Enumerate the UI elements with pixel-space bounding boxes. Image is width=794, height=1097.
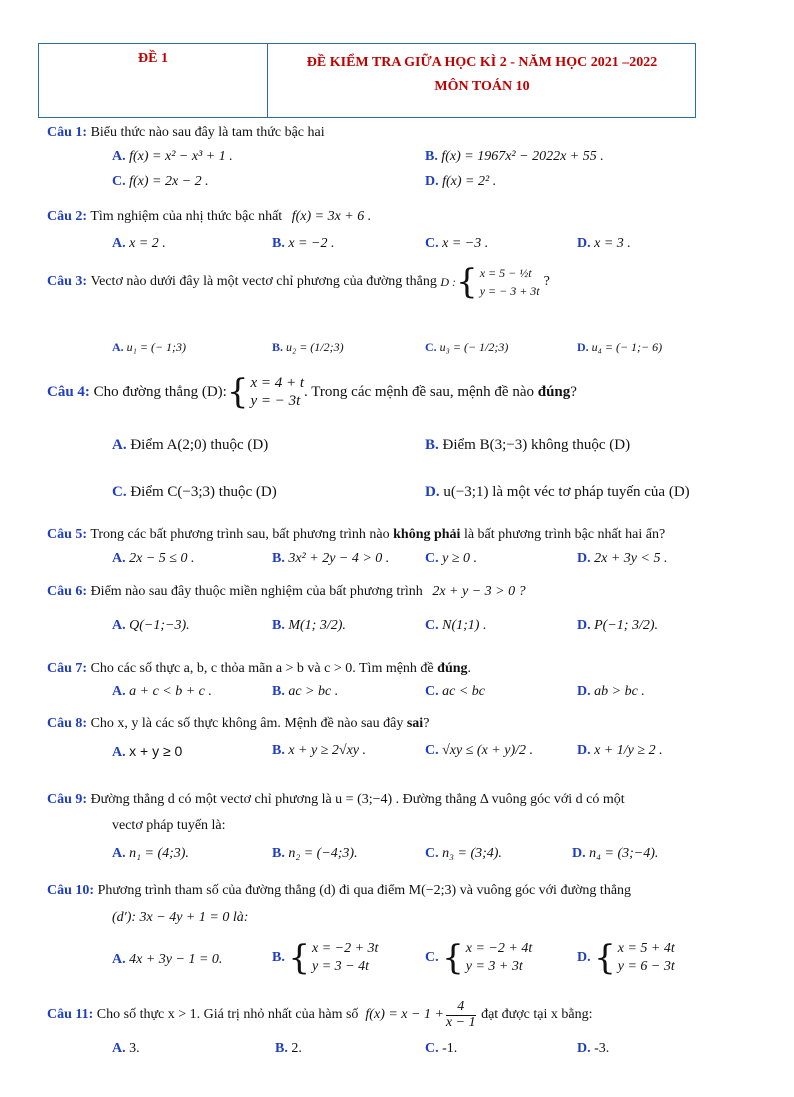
q8-option-a[interactable]: A. x + y ≥ 0 (112, 743, 183, 760)
q6-option-a[interactable]: A. Q(−1;−3). (112, 618, 190, 633)
exam-subject: MÔN TOÁN 10 (434, 79, 530, 94)
q6-option-d[interactable]: D. P(−1; 3/2). (577, 618, 658, 633)
q2-expression: f(x) = 3x + 6 . (291, 209, 372, 224)
q4-option-b[interactable]: B. Điểm B(3;−3) không thuộc (D) (425, 437, 631, 453)
q7-option-a[interactable]: A. a + c < b + c . (112, 684, 212, 699)
q4-option-a[interactable]: A. Điểm A(2;0) thuộc (D) (112, 437, 269, 453)
q5-option-b[interactable]: B. 3x² + 2y − 4 > 0 . (272, 551, 390, 566)
q4-option-c[interactable]: C. Điểm C(−3;3) thuộc (D) (112, 484, 277, 500)
q10-option-d[interactable]: D. { x = 5 + 4t y = 6 − 3t (577, 938, 675, 978)
q11-option-d[interactable]: D. -3. (577, 1041, 610, 1056)
q2-option-b[interactable]: B. x = −2 . (272, 236, 335, 251)
q9-option-a[interactable]: A. n₁ = (4;3). (112, 846, 189, 861)
q3-line-name: D : (440, 274, 457, 289)
q5-option-a[interactable]: A. 2x − 5 ≤ 0 . (112, 551, 195, 566)
q2-option-a[interactable]: A. x = 2 . (112, 236, 166, 251)
q1-option-c[interactable]: C. f(x) = 2x − 2 . (112, 174, 209, 189)
q7-option-b[interactable]: B. ac > bc . (272, 684, 339, 699)
q11-option-c[interactable]: C. -1. (425, 1041, 458, 1056)
question-6: Câu 6: Điểm nào sau đây thuộc miền nghiệm của bất phương trình 2x + y − 3 > 0 ? (47, 584, 526, 599)
q3-option-d[interactable]: D. u₄ = (− 1;− 6) (577, 340, 663, 354)
q2-option-d[interactable]: D. x = 3 . (577, 236, 631, 251)
q8-option-d[interactable]: D. x + 1/y ≥ 2 . (577, 743, 663, 758)
question-9: Câu 9: Đường thẳng d có một vectơ chỉ phương là u = (3;−4) . Đường thẳng Δ vuông góc với d có một (47, 792, 625, 807)
header-table (38, 43, 696, 118)
q2-option-c[interactable]: C. x = −3 . (425, 236, 489, 251)
question-2: Câu 2: Tìm nghiệm của nhị thức bậc nhất f(x) = 3x + 6 . (47, 209, 372, 224)
exam-number: ĐỀ 1 (39, 44, 268, 117)
q4-option-d[interactable]: D. u(−3;1) là một véc tơ pháp tuyến của (D) (425, 484, 690, 500)
q10-option-a[interactable]: A. 4x + 3y − 1 = 0. (112, 952, 223, 967)
q9-option-d[interactable]: D. n₄ = (3;−4). (572, 846, 659, 861)
q1-label: Câu 1: (47, 125, 88, 140)
exam-title (269, 44, 695, 117)
q3-option-a[interactable]: A. u₁ = (− 1;3) (112, 340, 187, 354)
q9-line2: vectơ pháp tuyến là: (112, 818, 226, 833)
question-10: Câu 10: Phương trình tham số của đường thẳng (d) đi qua điểm M(−2;3) và vuông góc với đường thẳng (47, 883, 632, 898)
question-7: Câu 7: Cho các số thực a, b, c thỏa mãn a > b và c > 0. Tìm mệnh đề đúng. (47, 661, 472, 676)
exam-title-line1: ĐỀ KIỂM TRA GIỮA HỌC KÌ 2 - NĂM HỌC 2021 –2022 (306, 55, 658, 70)
q5-option-d[interactable]: D. 2x + 3y < 5 . (577, 551, 668, 566)
q3-option-b[interactable]: B. u₂ = (1/2;3) (272, 340, 344, 354)
q11-option-b[interactable]: B. 2. (275, 1041, 302, 1056)
q10-option-c[interactable]: C. { x = −2 + 4t y = 3 + 3t (425, 938, 533, 978)
q6-option-c[interactable]: C. N(1;1) . (425, 618, 487, 633)
q6-option-b[interactable]: B. M(1; 3/2). (272, 618, 346, 633)
question-11: Câu 11: Cho số thực x > 1. Giá trị nhỏ nhất của hàm số f(x) = x − 1 + $\frac{4}{x - 1}$ đạt được tại x bằng: (47, 999, 593, 1030)
question-3: Câu 3: Vectơ nào dưới đây là một vectơ chỉ phương của đường thẳng D : { x = 5 − ½t y = − 3 + 3t ? (47, 262, 550, 302)
q10-line2: (d′): 3x − 4y + 1 = 0 là: (112, 910, 249, 925)
q8-option-c[interactable]: C. √xy ≤ (x + y)/2 . (425, 743, 534, 758)
q1-option-b[interactable]: B. f(x) = 1967x² − 2022x + 55 . (425, 149, 604, 164)
question-4: Câu 4: Cho đường thẳng (D): { x = 4 + t y = − 3t . Trong các mệnh đề sau, mệnh đề nào đúng ? (47, 372, 577, 412)
q5-option-c[interactable]: C. y ≥ 0 . (425, 551, 478, 566)
question-8: Câu 8: Cho x, y là các số thực không âm. Mệnh đề nào sau đây sai? (47, 716, 430, 731)
q3-option-c[interactable]: C. u₃ = (− 1/2;3) (425, 340, 509, 354)
q1-text: Biểu thức nào sau đây là tam thức bậc hai (90, 125, 325, 140)
q10-option-b[interactable]: B. { x = −2 + 3t y = 3 − 4t (272, 938, 379, 978)
q9-option-b[interactable]: B. n₂ = (−4;3). (272, 846, 358, 861)
q7-option-c[interactable]: C. ac < bc (425, 684, 485, 699)
question-5: Câu 5: Trong các bất phương trình sau, bất phương trình nào không phải là bất phương trình bậc nhất hai ẩn? (47, 527, 666, 542)
q7-option-d[interactable]: D. ab > bc . (577, 684, 645, 699)
q1-option-d[interactable]: D. f(x) = 2² . (425, 174, 497, 189)
question-1 (47, 125, 325, 141)
q9-option-c[interactable]: C. n₃ = (3;4). (425, 846, 502, 861)
q1-option-a[interactable]: A. f(x) = x² − x³ + 1 . (112, 149, 233, 164)
q11-option-a[interactable]: A. 3. (112, 1041, 140, 1056)
q8-option-b[interactable]: B. x + y ≥ 2√xy . (272, 743, 367, 758)
